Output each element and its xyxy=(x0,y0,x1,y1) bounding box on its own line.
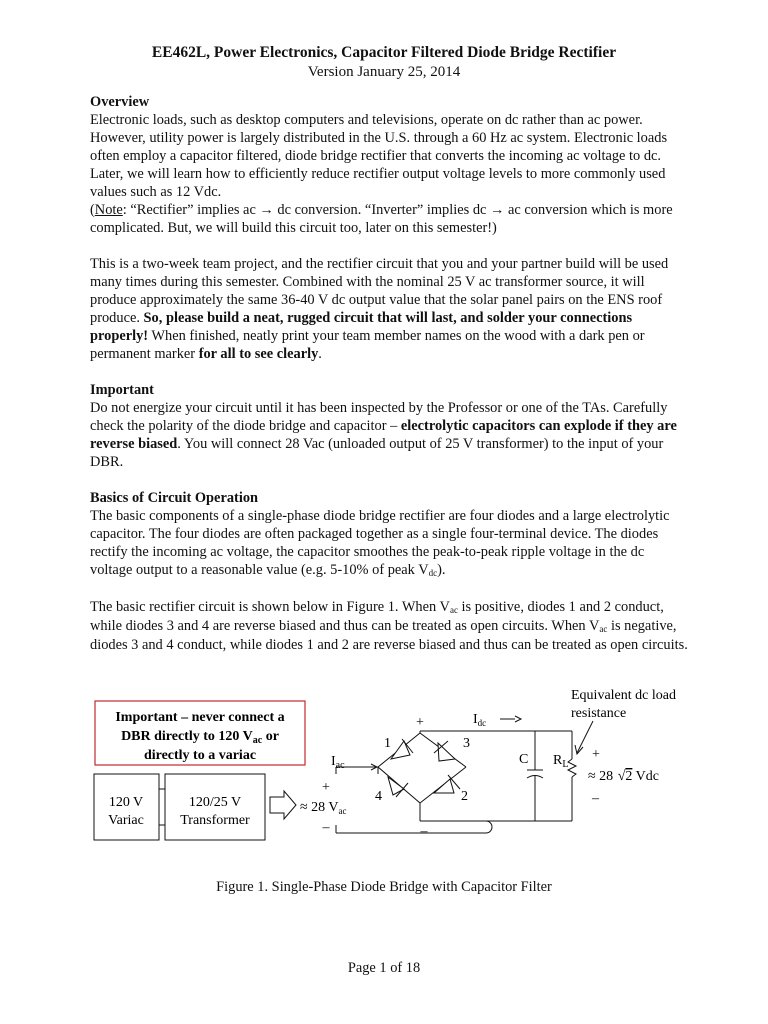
vac-minus: – xyxy=(322,820,330,835)
capacitor-icon xyxy=(527,731,543,821)
important-text-a: Do not energize your circuit until it has been inspected by the Professor or one of the TAs. Carefully check the polarity of the diode bridge and capacitor – xyxy=(90,400,668,434)
resistor-label: $R_L$ xyxy=(553,753,569,770)
overview-note: (Note: “Rectifier” implies ac → dc conversion. “Inverter” implies dc → ac conversion which is more complicated. But, we will build this circuit too, later on this semester!) xyxy=(90,202,673,236)
basics-paragraph-1 xyxy=(90,507,690,580)
important-paragraph xyxy=(90,399,690,471)
load-label-line-1: Equivalent dc load xyxy=(571,688,676,703)
basics-p2-sub-1: ac xyxy=(449,605,458,615)
output-voltage-label: ≈ 28 √2 Vdc xyxy=(588,769,659,784)
basics-p2-text-a: The basic rectifier circuit is shown below in Figure 1. When V xyxy=(90,599,450,615)
basics-p2-text-c: is negative, diodes 3 and 4 conduct, while diodes 1 and 2 are reverse biased and thus can be treated as open circuits. xyxy=(90,618,688,653)
diode-3-label: 3 xyxy=(463,736,470,751)
page-number: Page 1 of 18 xyxy=(347,960,421,976)
figure-caption: Figure 1. Single-Phase Diode Bridge with Capacitor Filter xyxy=(216,879,552,895)
diode-4-icon xyxy=(388,777,408,797)
diode-1-label: 1 xyxy=(384,736,391,751)
output-minus: – xyxy=(592,791,599,806)
capacitor-label: C xyxy=(519,752,529,767)
warning-line-2: DBR directly to 120 $V_{ac}$ or xyxy=(121,729,279,746)
diode-2-label: 2 xyxy=(461,789,468,804)
warning-line-3: directly to a variac xyxy=(143,748,257,763)
overview-p2-text-b: When finished, neatly print your team member names on the wood with a dark pen or permanent marker xyxy=(90,328,645,362)
idc-label: $I_{dc}$ xyxy=(473,712,487,728)
diode-2-icon xyxy=(434,775,460,793)
diode-3-icon xyxy=(434,741,455,761)
document-body xyxy=(90,93,690,654)
overview-paragraph-2 xyxy=(90,255,690,363)
diode-4-label: 4 xyxy=(375,789,382,804)
vac-label: ≈ 28 $V_{ac}$ xyxy=(300,800,347,816)
document-title: EE462L, Power Electronics, Capacitor Filtered Diode Bridge Rectifier xyxy=(151,44,617,61)
output-plus: + xyxy=(592,747,600,762)
overview-p2-text-a: This is a two-week team project, and the rectifier circuit that you and your partner build will be used many times during this semester. Combined with the nominal 25 V ac transformer source, it will produce approximately the same 36-40 V dc output value that the solar panel pairs on the ENS roof produce. xyxy=(90,256,669,326)
vac-plus: + xyxy=(322,780,330,795)
variac-label-1: 120 V xyxy=(108,795,144,810)
document-version: Version January 25, 2014 xyxy=(307,64,461,80)
diode-1-icon xyxy=(391,739,413,759)
overview-paragraph-1: Electronic loads, such as desktop computers and televisions, operate on dc rather than ac power. However, utility power is largely distributed in the U.S. through a 60 Hz ac system. Electronic loads often employ a capacitor filtered, diode bridge rectifier that converts the incoming ac voltage to dc. Later, we will learn how to efficiently reduce rectifier output voltage levels to more commonly used values such as 12 Vdc. xyxy=(90,112,668,200)
overview-p2-bold-2: for all to see clearly xyxy=(198,346,319,362)
note-label: Note xyxy=(94,202,123,218)
overview-heading: Overview xyxy=(90,94,150,110)
basics-p1-sub: dc xyxy=(428,568,438,578)
transformer-label-2: Transformer xyxy=(180,813,250,828)
basics-p2-sub-2: ac xyxy=(599,624,608,634)
load-label-line-2: resistance xyxy=(571,706,627,721)
arrow-icon xyxy=(270,791,296,819)
circuit-diagram xyxy=(88,683,708,843)
bridge-minus: – xyxy=(420,824,428,839)
pointer-arrow-icon xyxy=(577,721,593,753)
basics-p1-end: ). xyxy=(437,562,446,578)
iac-label: $I_{ac}$ xyxy=(331,754,345,771)
basics-heading: Basics of Circuit Operation xyxy=(90,490,259,506)
basics-p1-text: The basic components of a single-phase diode bridge rectifier are four diodes and a large electrolytic capacitor. The four diodes are often packaged together as a single four-terminal device. The diodes rectify the incoming ac voltage, the capacitor smoothes the peak-to-peak ripple voltage in the dc voltage output to a reasonable value (e.g. 5-10% of peak V xyxy=(90,508,670,578)
basics-paragraph-2 xyxy=(90,598,690,654)
note-text: : “Rectifier” implies ac → dc conversion. “Inverter” implies dc → ac conversion which is more complicated. But, we will build this circuit too, later on this semester!) xyxy=(90,202,673,236)
important-heading: Important xyxy=(90,382,154,398)
diode-bridge xyxy=(378,733,466,803)
transformer-label-1: 120/25 V xyxy=(188,795,242,810)
warning-line-1: Important – never connect a xyxy=(115,710,285,725)
basics-p2-text-b: is positive, diodes 1 and 2 conduct, while diodes 3 and 4 are reverse biased and thus can be treated as open circuits. When V xyxy=(90,599,664,634)
important-bold: electrolytic capacitors can explode if they are reverse biased xyxy=(90,418,677,452)
important-text-b: . You will connect 28 Vac (unloaded output of 25 V transformer) to the input of your DBR. xyxy=(90,436,664,470)
variac-label-2: Variac xyxy=(108,813,144,828)
bridge-plus: + xyxy=(416,715,424,730)
resistor-icon xyxy=(568,731,576,821)
overview-p2-end: . xyxy=(318,346,322,362)
overview-p2-bold: So, please build a neat, rugged circuit that will last, and solder your connections properly! xyxy=(90,310,633,344)
